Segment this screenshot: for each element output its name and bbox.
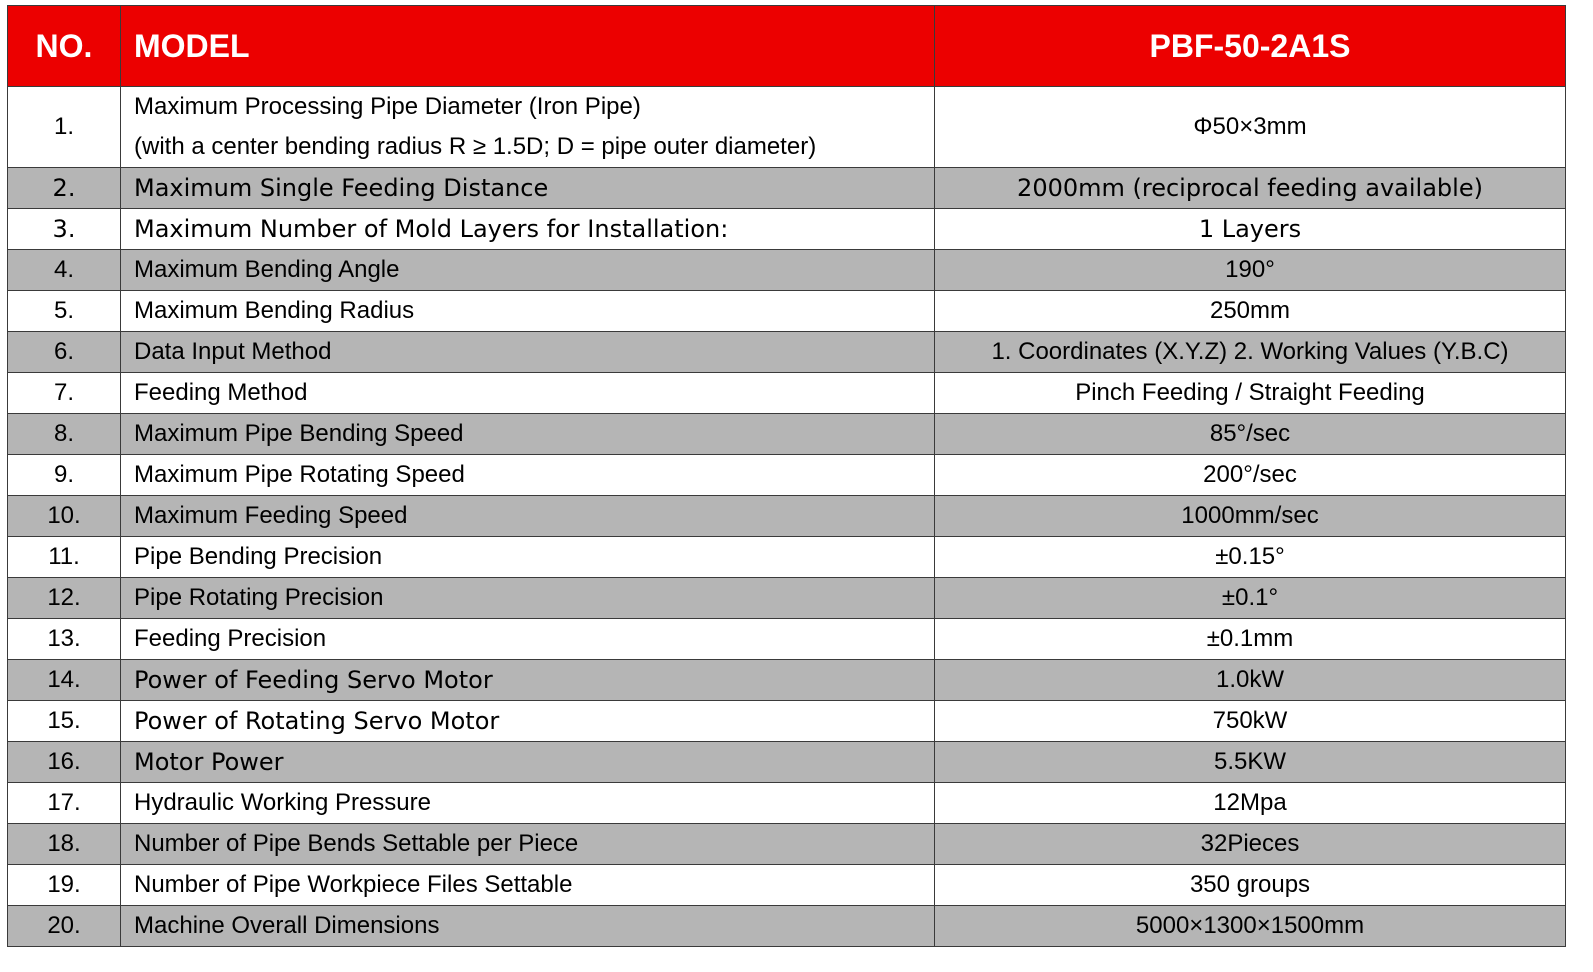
table-row	[8, 824, 1566, 865]
row-value: 1. Coordinates (X.Y.Z) 2. Working Values (Y.B.C)	[935, 332, 1566, 373]
row-parameter	[121, 87, 935, 168]
row-number: 19.	[8, 865, 121, 906]
table-row	[8, 578, 1566, 619]
row-value: 190°	[935, 250, 1566, 291]
table-row	[8, 537, 1566, 578]
row-value: 1.0kW	[935, 660, 1566, 701]
row-number: 1.	[8, 87, 121, 168]
row-number: 7.	[8, 373, 121, 414]
row-parameter: Pipe Bending Precision	[121, 537, 935, 578]
row-number: 2.	[8, 168, 121, 209]
row-value: 5000×1300×1500mm	[935, 906, 1566, 947]
row-number: 17.	[8, 783, 121, 824]
row-value: 2000mm (reciprocal feeding available)	[935, 168, 1566, 209]
row-parameter: Maximum Pipe Bending Speed	[121, 414, 935, 455]
table-row	[8, 455, 1566, 496]
row-parameter: Maximum Single Feeding Distance	[121, 168, 935, 209]
row-number: 14.	[8, 660, 121, 701]
row-parameter: Maximum Bending Angle	[121, 250, 935, 291]
table-row	[8, 865, 1566, 906]
table-row	[8, 742, 1566, 783]
row-number: 9.	[8, 455, 121, 496]
row-parameter-line: (with a center bending radius R ≥ 1.5D; D = pipe outer diameter)	[134, 133, 817, 160]
table-row	[8, 496, 1566, 537]
table-row	[8, 619, 1566, 660]
row-number: 10.	[8, 496, 121, 537]
row-number: 13.	[8, 619, 121, 660]
row-parameter: Feeding Method	[121, 373, 935, 414]
table-header-row	[8, 6, 1566, 87]
table-row	[8, 209, 1566, 250]
table-row	[8, 373, 1566, 414]
row-value: ±0.15°	[935, 537, 1566, 578]
row-value: 350 groups	[935, 865, 1566, 906]
table-row	[8, 87, 1566, 168]
row-value: 32Pieces	[935, 824, 1566, 865]
row-parameter-line: Maximum Processing Pipe Diameter (Iron Pipe)	[134, 93, 641, 120]
row-value: 1 Layers	[935, 209, 1566, 250]
row-parameter: Power of Feeding Servo Motor	[121, 660, 935, 701]
row-parameter: Pipe Rotating Precision	[121, 578, 935, 619]
row-number: 12.	[8, 578, 121, 619]
row-value: Pinch Feeding / Straight Feeding	[935, 373, 1566, 414]
row-parameter: Data Input Method	[121, 332, 935, 373]
row-parameter: Maximum Feeding Speed	[121, 496, 935, 537]
row-parameter: Hydraulic Working Pressure	[121, 783, 935, 824]
row-value: 12Mpa	[935, 783, 1566, 824]
row-parameter: Feeding Precision	[121, 619, 935, 660]
header-no: NO.	[8, 6, 121, 87]
row-number: 3.	[8, 209, 121, 250]
row-number: 11.	[8, 537, 121, 578]
table-row	[8, 414, 1566, 455]
row-value: Φ50×3mm	[935, 87, 1566, 168]
row-value: 250mm	[935, 291, 1566, 332]
row-number: 6.	[8, 332, 121, 373]
table-row	[8, 291, 1566, 332]
row-value: 85°/sec	[935, 414, 1566, 455]
row-number: 18.	[8, 824, 121, 865]
header-model: MODEL	[121, 6, 935, 87]
row-parameter: Number of Pipe Workpiece Files Settable	[121, 865, 935, 906]
header-model-value: PBF-50-2A1S	[935, 6, 1566, 87]
row-parameter: Power of Rotating Servo Motor	[121, 701, 935, 742]
row-parameter: Maximum Bending Radius	[121, 291, 935, 332]
row-parameter: Maximum Pipe Rotating Speed	[121, 455, 935, 496]
table-row	[8, 332, 1566, 373]
table-row	[8, 906, 1566, 947]
row-parameter: Number of Pipe Bends Settable per Piece	[121, 824, 935, 865]
table-row	[8, 168, 1566, 209]
row-value: 750kW	[935, 701, 1566, 742]
table-row	[8, 250, 1566, 291]
row-value: ±0.1°	[935, 578, 1566, 619]
row-value: 200°/sec	[935, 455, 1566, 496]
row-value: 1000mm/sec	[935, 496, 1566, 537]
row-number: 15.	[8, 701, 121, 742]
table-row	[8, 783, 1566, 824]
row-number: 4.	[8, 250, 121, 291]
row-number: 8.	[8, 414, 121, 455]
table-row	[8, 660, 1566, 701]
row-parameter: Machine Overall Dimensions	[121, 906, 935, 947]
table-row	[8, 701, 1566, 742]
row-value: 5.5KW	[935, 742, 1566, 783]
row-number: 20.	[8, 906, 121, 947]
row-value: ±0.1mm	[935, 619, 1566, 660]
row-parameter: Motor Power	[121, 742, 935, 783]
spec-table	[7, 5, 1566, 947]
row-parameter: Maximum Number of Mold Layers for Installation:	[121, 209, 935, 250]
row-number: 5.	[8, 291, 121, 332]
row-number: 16.	[8, 742, 121, 783]
